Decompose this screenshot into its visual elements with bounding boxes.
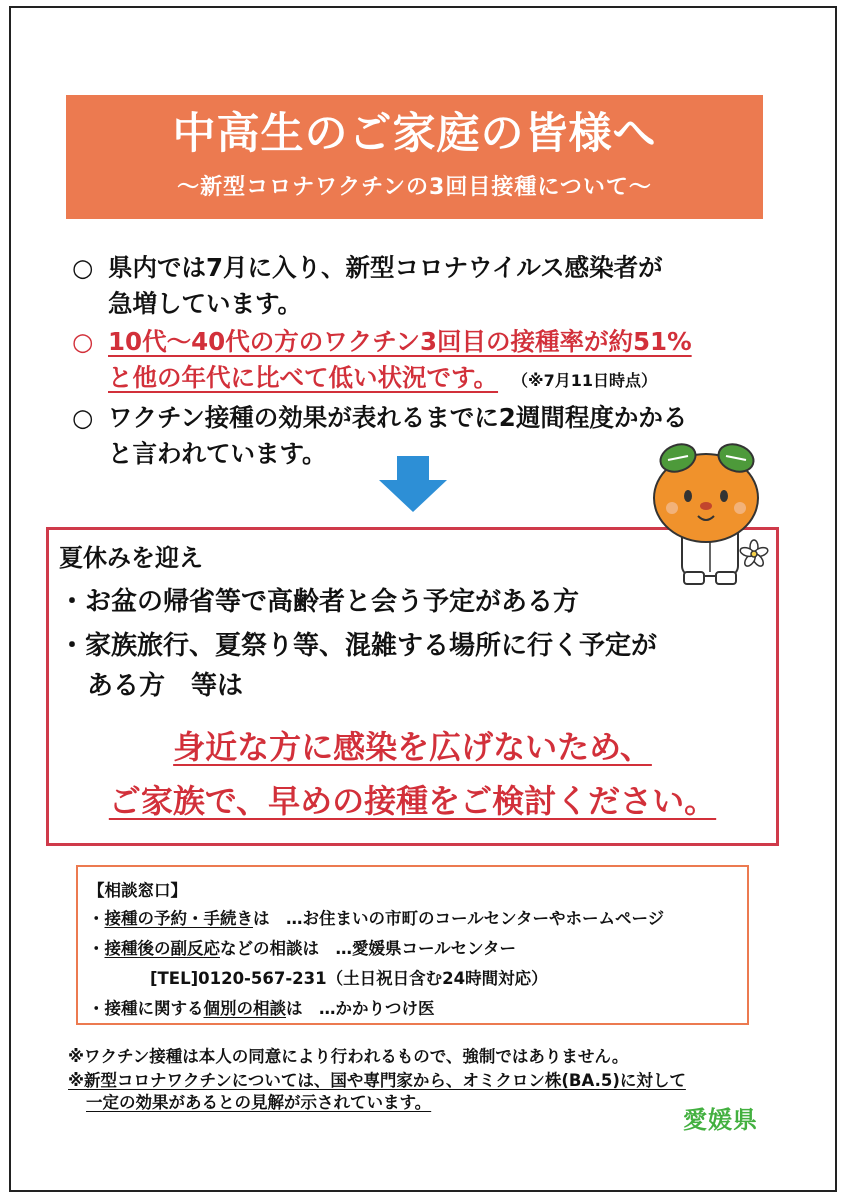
footnote-2-line1: ※新型コロナワクチンについては、国や専門家から、オミクロン株(BA.5)に対して (68, 1071, 686, 1090)
dot-bullet: ・ (59, 631, 86, 661)
footnote-1: ※ワクチン接種は本人の同意により行われるもので、強制ではありません。 (68, 1047, 629, 1066)
consult-title: 【相談窓口】 (88, 881, 187, 900)
notice-item-1 (59, 582, 579, 622)
circle-bullet-icon: ○ (72, 327, 94, 356)
notice-heading: 夏休みを迎え (59, 544, 203, 572)
individual-label: 個別の相談 (203, 999, 286, 1018)
title-banner (66, 95, 763, 219)
call-center-tel: [TEL]0120-567-231（土日祝日含む24時間対応） (150, 969, 548, 988)
notice-item-2-line2: ある方 等は (87, 671, 244, 701)
consult-row-individual (88, 995, 435, 1019)
footnote-2 (68, 1070, 686, 1114)
notice-item-1-text: お盆の帰省等で高齢者と会う予定がある方 (85, 587, 580, 617)
point-2 (72, 324, 692, 399)
mikyan-mascot-icon (642, 438, 772, 588)
reservation-text: は …お住まいの市町のコールセンターやホームページ (253, 909, 665, 928)
point-3-line1: ワクチン接種の効果が表れるまでに2週間程度かかる (108, 403, 688, 432)
row-prefix: ・接種に関する (88, 999, 204, 1018)
footnote-2-line2: 一定の効果があるとの見解が示されています。 (86, 1093, 432, 1112)
individual-text: は …かかりつけ医 (286, 999, 435, 1018)
circle-bullet-icon: ○ (72, 403, 94, 432)
point-2-line1: 10代～40代の方のワクチン3回目の接種率が約51% (108, 327, 692, 356)
point-1 (72, 250, 663, 322)
page-subtitle: ～新型コロナワクチンの3回目接種について～ (177, 175, 652, 200)
highlight-line-2: ご家族で、早めの接種をご検討ください。 (108, 782, 717, 820)
side-effects-label: 接種後の副反応 (104, 939, 220, 958)
consult-row-reservation (88, 905, 664, 929)
dot-bullet: ・ (59, 587, 86, 617)
point-3-line2: と言われています。 (108, 439, 327, 468)
highlight-line-1: 身近な方に感染を広げないため、 (173, 728, 652, 766)
side-effects-text: などの相談は …愛媛県コールセンター (220, 939, 517, 958)
row-prefix: ・ (88, 939, 105, 958)
point-1-line1: 県内では7月に入り、新型コロナウイルス感染者が (108, 253, 663, 282)
row-prefix: ・ (88, 909, 105, 928)
page-title: 中高生のご家庭の皆様へ (172, 109, 657, 159)
notice-item-2 (59, 626, 657, 706)
reservation-label: 接種の予約・手続き (104, 909, 253, 928)
date-note: （※7月11日時点） (520, 371, 658, 390)
consultation-box (76, 865, 749, 1025)
consult-row-side-effects (88, 935, 516, 959)
point-2-line2: と他の年代に比べて低い状況です。 (108, 363, 499, 392)
issuer-name: 愛媛県 (683, 1106, 758, 1134)
point-1-line2: 急増しています。 (108, 289, 303, 318)
down-arrow-icon (379, 456, 447, 512)
circle-bullet-icon: ○ (72, 253, 94, 282)
notice-item-2-line1: 家族旅行、夏祭り等、混雑する場所に行く予定が (85, 631, 658, 661)
